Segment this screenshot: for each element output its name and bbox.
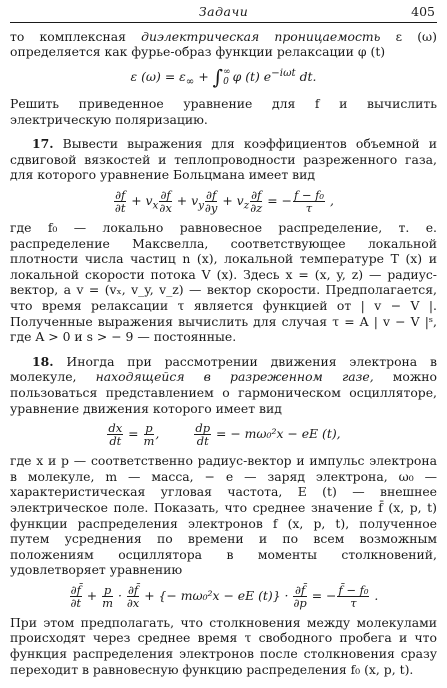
equation-averaged-distribution: $\frac{\partial f̄}{\partial t}$ + $\frac{p}{m}$ · $\frac{\partial f̄}{\partial x}$ + {− mω₀²x − eE (t)} · $\frac{\partial f̄}{\partial p}$ = − $\frac{\text{f̄ − f₀}}{\tau}$ .: [70, 582, 379, 610]
problem-17-number: 17.: [32, 136, 54, 152]
intro-task: Решить приведенное уравнение для f и вычислить электрическую поляризацию.: [10, 95, 437, 127]
dielectric-term: диэлектрическая проницаемость: [141, 28, 381, 44]
problem-17-text: 17. Вывести выражения для коэффициентов объемной и сдвиговой вязкостей и теплопроводности разреженного газа, для которого уравнение Больцмана имеет вид: [10, 136, 437, 183]
problem-18-number: 18.: [32, 353, 54, 369]
page-number: 405: [411, 4, 435, 19]
problem-18-definitions: где x и p — соответственно радиус-вектор и импульс электрона в молекуле, m — масса, − e — заряд электрона, ω₀ — характеристическая угловая частота, E (t) — внешнее электрическое поле. Показать, что среднее значение f̄ (x, p, t) функции распределения электронов f (x, p, t), полученное путем усреднения по времени и по всем возможным положениям осциллятора в моменты столкновений, удовлетворяет уравнению: [10, 453, 437, 578]
problem-18-text: 18. Иногда при рассмотрении движения электрона в молекуле, находящейся в разреженном газе, можно пользоваться представлением о гармоническом осцилляторе, уравнение движения которого имеет вид: [10, 353, 437, 416]
running-title: Задачи: [198, 4, 249, 19]
intro-paragraph: то комплексная диэлектрическая проницаемость ε (ω) определяется как фурье-образ функции релаксации φ (t): [10, 28, 437, 60]
equation-oscillator: $\frac{dx}{dt}$ = $\frac{p}{m}$ , $\frac{dp}{dt}$ = − mω₀²x − eE (t),: [108, 421, 341, 449]
integral-limits: ∞ 0: [223, 67, 231, 88]
problem-18-assumptions: При этом предполагать, что столкновения между молекулами происходят через среднее время τ свободного пробега и что функция распределения электронов после столкновения сразу переходит в равновесную функцию распределения f₀ (x, p, t).: [10, 614, 437, 677]
problem-17-definitions: где f₀ — локально равновесное распределение, т. е. распределение Максвелла, соответствующее локальной плотности числа частиц n (x), локальной температуре T (x) и локальной скорости потока V (x). Здесь x = (x, y, z) — радиус-вектор, а v = (vₓ, v_y, v_z) — вектор скорости. Предполагается, что время релаксации τ является функцией от | v − V |. Полученные выражения вычислить для случая τ = A | v − V |ˢ, где A > 0 и s > − 9 — постоянные.: [10, 220, 437, 345]
integral-sign: ∫: [212, 64, 224, 89]
equation-boltzmann: $\frac{\partial f}{\partial t}$ + $v_x$ $\frac{\partial f}{\partial x}$ + $v_y$ $\frac{\partial f}{\partial y}$ + $v_z$ $\frac{\partial f}{\partial z}$ = − $\frac{\text{f − f₀}}{\tau}$ ,: [114, 187, 334, 215]
running-header: [10, 4, 437, 23]
equation-dielectric: ε $(\omega) = \varepsilon_\infty$ + ∫∞ 0 φ (t) $e^{-i\omega t}$ dt.: [130, 64, 317, 89]
